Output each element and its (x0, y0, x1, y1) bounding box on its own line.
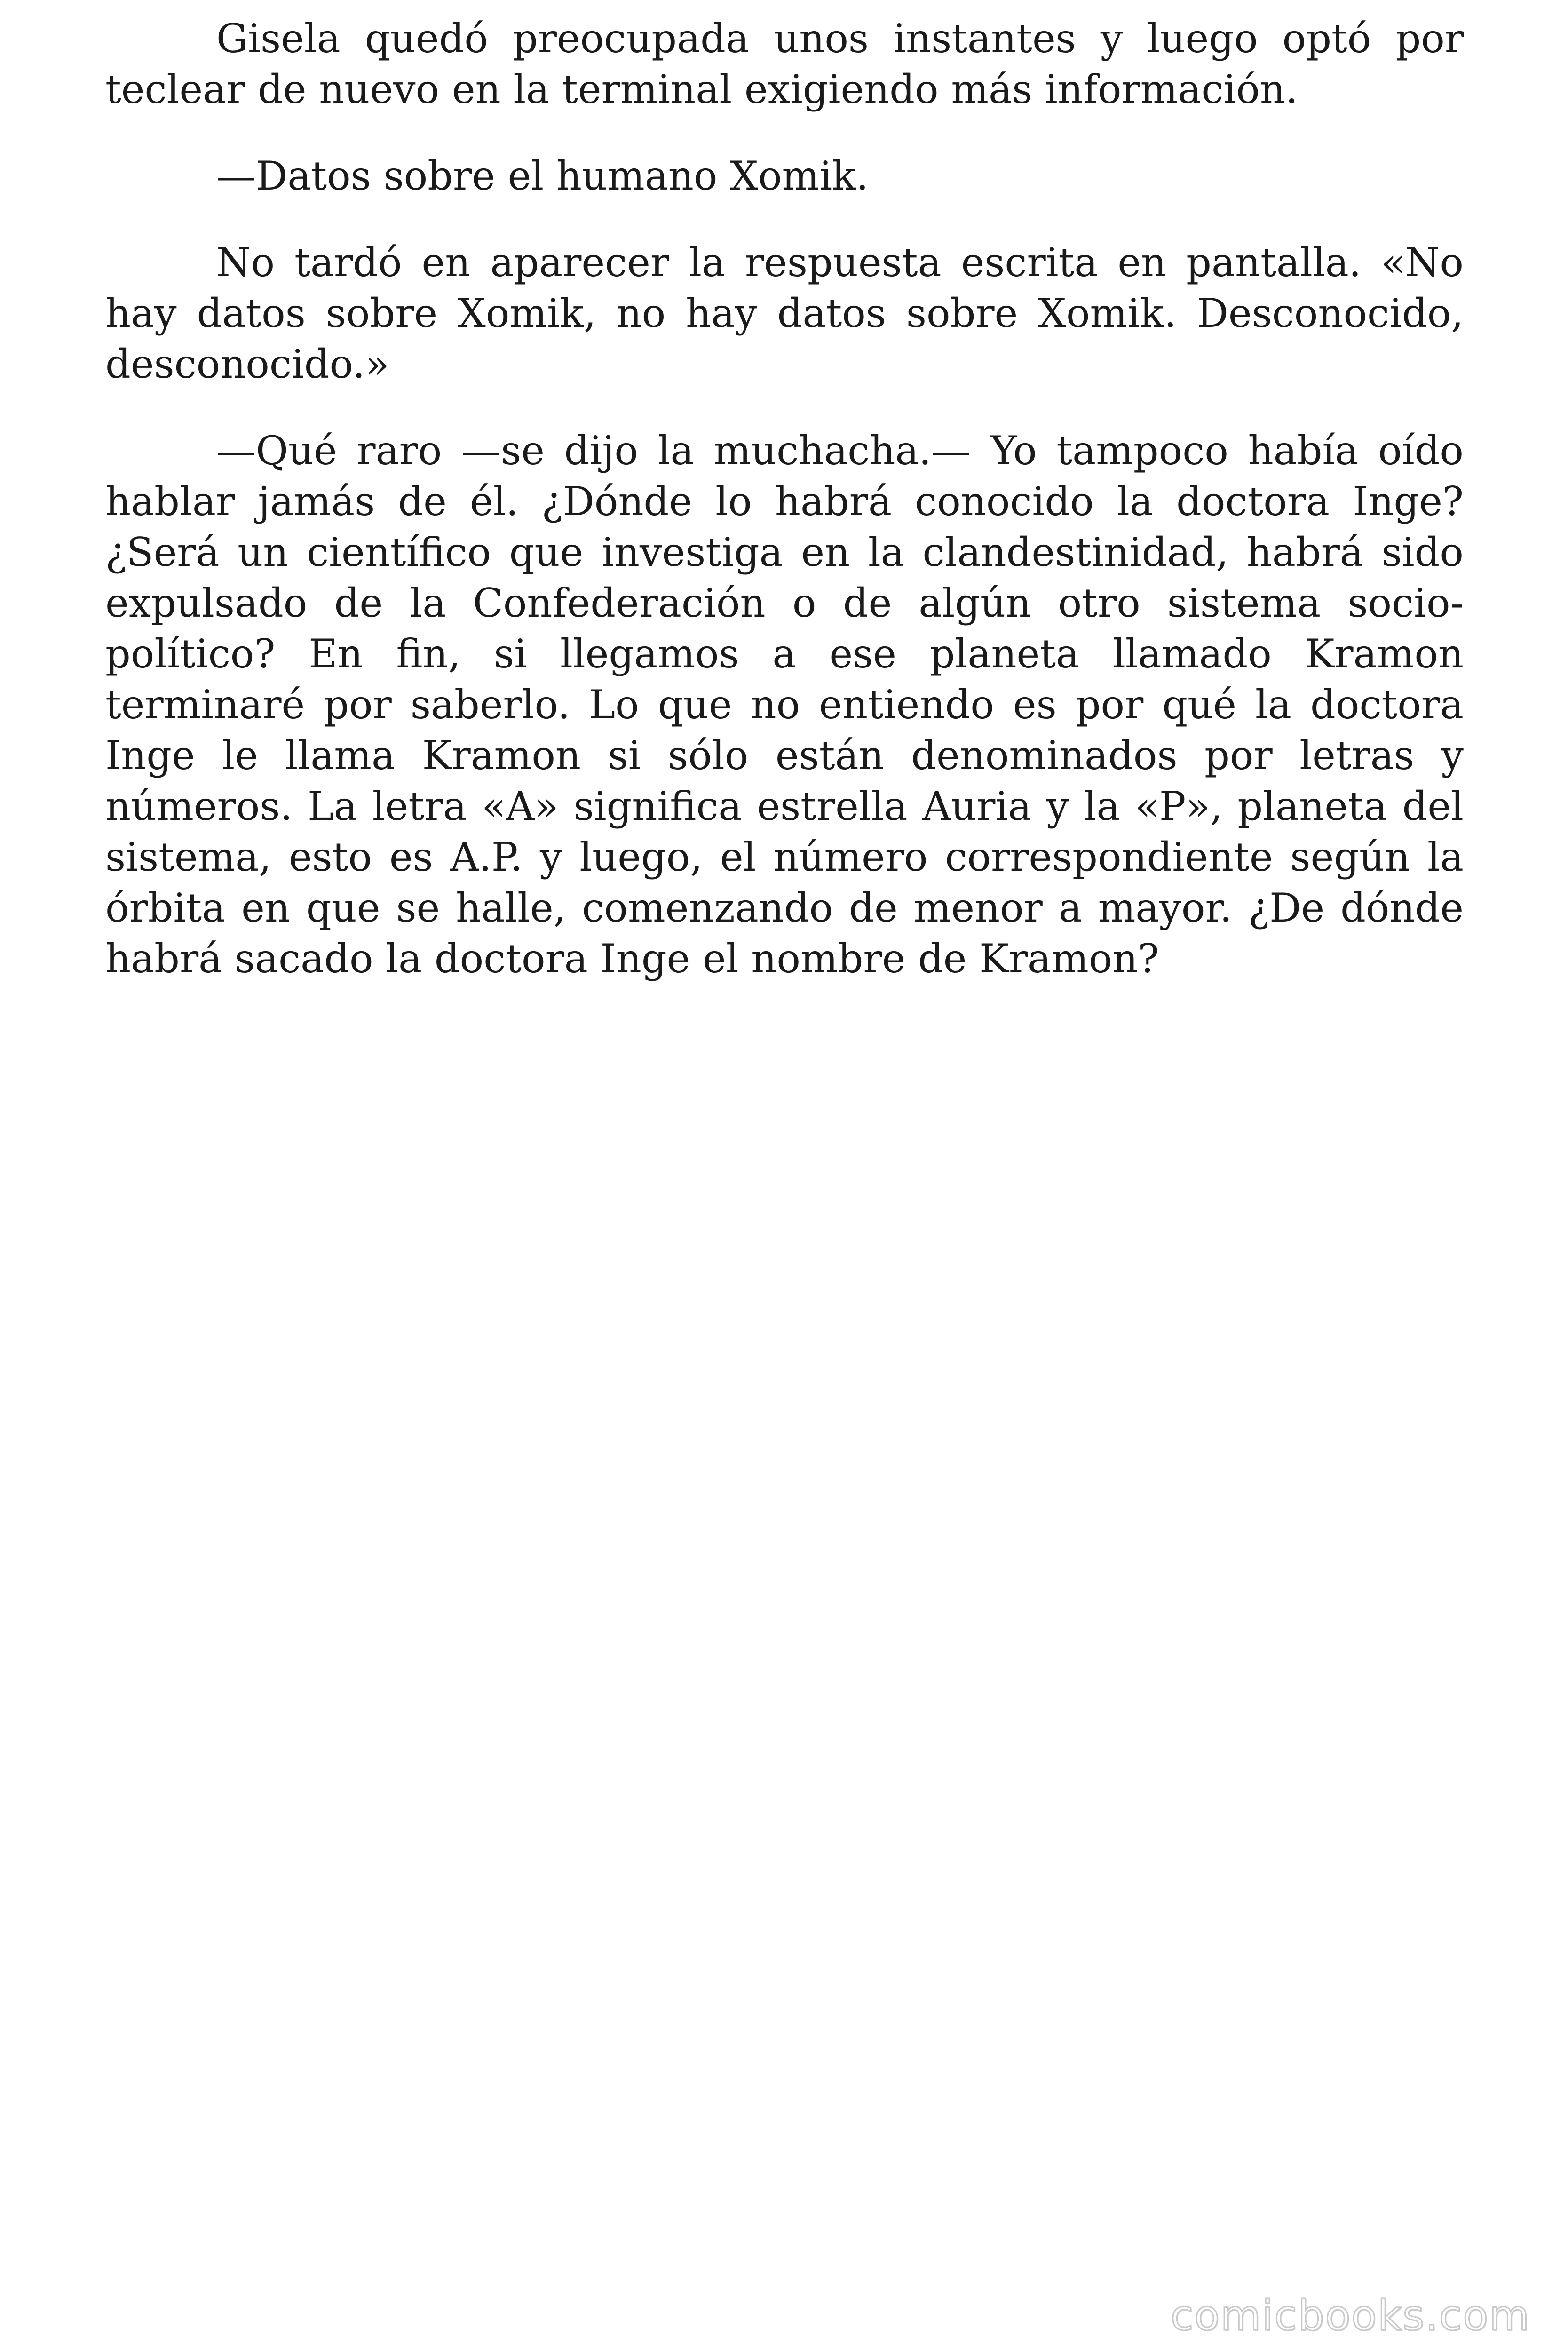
paragraph-2: —Datos sobre el humano Xomik. (216, 153, 869, 199)
paragraph-1: Gisela quedó preocupada unos instantes y luego optó por teclear de nuevo en la terminal exigiendo más información. (105, 16, 1464, 112)
watermark: comicbooks.com (1170, 2291, 1530, 2340)
paragraph-4: —Qué raro —se dijo la muchacha.— Yo tampoco había oído hablar jamás de él. ¿Dónde lo habrá conocido la doctora Inge? ¿Será un científico que investiga en la clandestinidad, habrá sido expulsado de la Confederación o de algún otro sistema socio-político? En fin, si llegamos a ese planeta llamado Kramon terminaré por saberlo. Lo que no entiendo es por qué la doctora Inge le llama Kramon si sólo están denominados por letras y números. La letra «A» significa estrella Auria y la «P», planeta del sistema, esto es A.P. y luego, el número correspondiente según la órbita en que se halle, comenzando de menor a mayor. ¿De dónde habrá sacado la doctora Inge el nombre de Kramon? (105, 428, 1464, 982)
text-column (105, 13, 1464, 1020)
paragraph-3: No tardó en aparecer la respuesta escrita en pantalla. «No hay datos sobre Xomik, no hay datos sobre Xomik. Desconocido, desconocido.» (105, 239, 1464, 387)
